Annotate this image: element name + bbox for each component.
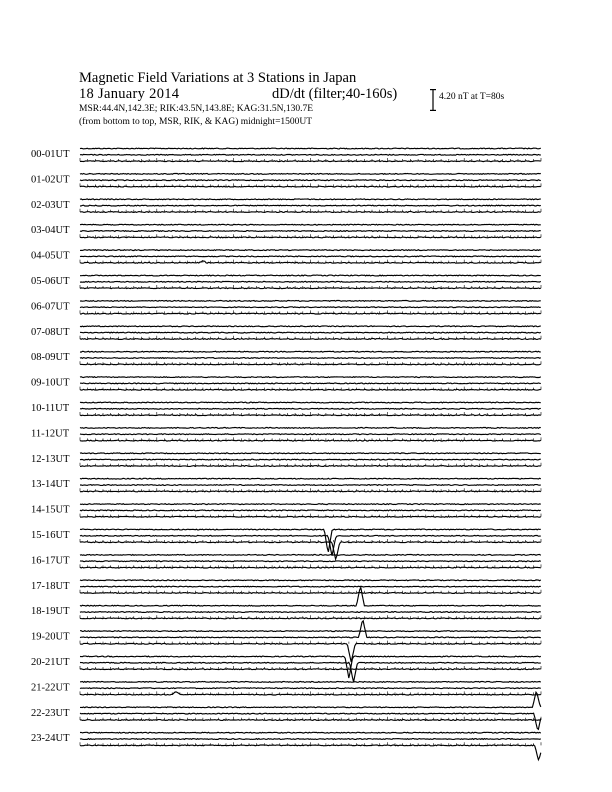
station-trace (80, 561, 541, 562)
station-trace (80, 205, 541, 206)
station-trace (80, 301, 541, 302)
minute-ticks (80, 260, 541, 263)
station-trace (80, 535, 541, 555)
minute-ticks (80, 361, 541, 364)
station-trace (80, 250, 541, 251)
minute-ticks (80, 691, 541, 694)
station-trace (80, 713, 541, 729)
station-trace (80, 732, 541, 733)
hour-label: 15-16UT (31, 530, 70, 541)
station-trace (80, 510, 541, 511)
minute-ticks (80, 488, 541, 491)
hour-label: 22-23UT (31, 707, 70, 719)
station-trace (80, 332, 541, 333)
station-trace (80, 662, 541, 682)
station-trace (80, 580, 541, 581)
minute-ticks (80, 742, 541, 745)
minute-ticks (80, 387, 541, 390)
station-trace (80, 542, 541, 559)
minute-ticks (80, 412, 541, 415)
hour-label: 16-17UT (31, 555, 70, 567)
minute-ticks (80, 437, 541, 440)
hour-label: 08-09UT (31, 352, 70, 364)
hour-label: 10-11UT (31, 403, 70, 414)
hour-label: 04-05UT (31, 250, 70, 262)
station-trace (80, 586, 541, 587)
minute-ticks (80, 209, 541, 212)
station-trace (80, 307, 541, 308)
minute-ticks (80, 564, 541, 567)
station-trace (80, 377, 541, 378)
hour-label: 09-10UT (31, 377, 70, 389)
station-trace (80, 485, 541, 486)
minute-ticks (80, 234, 541, 237)
hour-label: 17-18UT (31, 580, 70, 592)
minute-ticks (80, 183, 541, 186)
station-order-note: (from bottom to top, MSR, RIK, & KAG) midnight=1500UT (79, 117, 313, 127)
hour-label: 00-01UT (31, 149, 70, 160)
station-trace (80, 351, 541, 352)
station-trace (80, 504, 541, 505)
hour-label: 06-07UT (31, 301, 70, 313)
station-trace (80, 434, 541, 435)
hour-label: 18-19UT (31, 606, 70, 618)
date-label: 18 January 2014 (79, 86, 180, 102)
hour-label: 02-03UT (31, 199, 70, 211)
station-trace (80, 478, 541, 479)
station-trace (80, 326, 541, 327)
station-trace (80, 275, 541, 276)
hour-label: 07-08UT (31, 326, 70, 338)
quantity-label: dD/dt (filter;40-160s) (272, 86, 398, 102)
station-trace (80, 154, 541, 155)
hour-label: 19-20UT (31, 631, 70, 643)
station-trace (80, 180, 541, 181)
station-trace (80, 682, 541, 683)
hour-label: 11-12UT (31, 428, 70, 440)
station-trace (80, 428, 541, 429)
station-coordinates: MSR:44.4N,142.3E; RIK:43.5N,143.8E; KAG:31.5N,130.7E (79, 104, 314, 114)
minute-ticks (80, 514, 541, 517)
minute-ticks (80, 158, 541, 161)
station-trace (80, 643, 541, 662)
station-trace (80, 631, 541, 632)
station-trace (80, 745, 541, 760)
minute-ticks (80, 285, 541, 288)
station-trace (80, 281, 541, 282)
station-trace (80, 621, 541, 638)
hour-label: 12-13UT (31, 453, 70, 465)
station-trace (80, 358, 541, 359)
scale-label: 4.20 nT at T=80s (439, 92, 505, 102)
station-trace (80, 688, 541, 689)
minute-ticks (80, 336, 541, 339)
hour-label: 20-21UT (31, 657, 70, 668)
hour-label: 03-04UT (31, 225, 70, 237)
station-trace (80, 402, 541, 403)
station-trace (80, 459, 541, 460)
minute-ticks (80, 717, 541, 720)
station-trace (80, 408, 541, 409)
minute-ticks (80, 310, 541, 313)
hour-label: 23-24UT (31, 733, 70, 745)
station-trace (80, 231, 541, 232)
minute-ticks (80, 615, 541, 618)
chart-title: Magnetic Field Variations at 3 Stations in Japan (79, 70, 357, 86)
station-trace (80, 148, 541, 149)
station-trace (80, 453, 541, 454)
hour-label: 13-14UT (31, 479, 70, 491)
station-trace (80, 256, 541, 257)
station-trace (80, 383, 541, 384)
station-trace (80, 555, 541, 556)
station-trace (80, 612, 541, 613)
station-trace (80, 739, 541, 740)
station-trace (80, 199, 541, 200)
station-trace (80, 224, 541, 225)
minute-ticks (80, 666, 541, 669)
minute-ticks (80, 641, 541, 644)
minute-ticks (80, 539, 541, 542)
minute-ticks (80, 590, 541, 593)
hour-label: 05-06UT (31, 276, 70, 287)
hour-label: 14-15UT (31, 504, 70, 516)
minute-ticks (80, 463, 541, 466)
station-trace (80, 174, 541, 175)
hour-label: 01-02UT (31, 174, 70, 186)
hour-label: 21-22UT (31, 682, 70, 694)
